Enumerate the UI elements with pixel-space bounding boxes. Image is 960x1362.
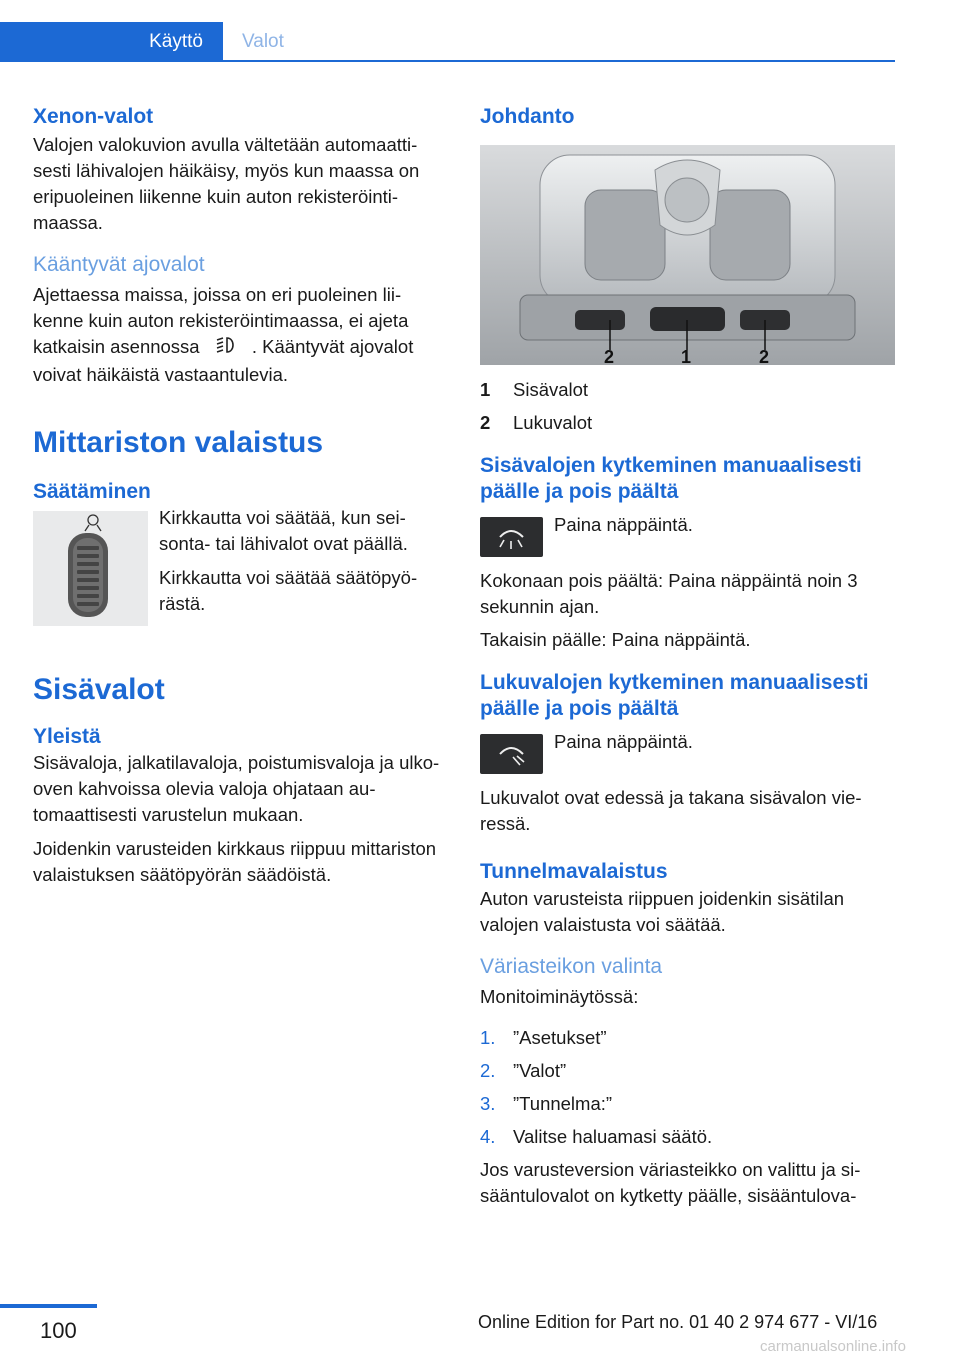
interior-light-button-icon — [480, 517, 543, 557]
caption-text: Lukuvalot — [513, 412, 593, 433]
header-tab-kaytto — [0, 22, 223, 62]
turning-lights-text-a: Ajettaessa maissa, joissa on eri puoleinen liikenne kuin auton rekisteröintimaassa, ei ajeta katkaisin asennossa — [33, 284, 409, 357]
step-text: ”Tunnelma:” — [513, 1093, 613, 1114]
ambient-text: Auton varusteista riippuen joidenkin sisätilan valojen valaistusta voi säätää. — [480, 888, 845, 935]
step-item — [480, 1025, 895, 1051]
step-number: 1. — [480, 1027, 496, 1048]
overhead-console-image — [480, 145, 895, 365]
adjust-paragraph-2: Kirkkautta voi säätää säätöpyörästä. — [159, 566, 418, 614]
caption-text: Sisävalot — [513, 379, 589, 400]
header-tab-valot — [223, 22, 284, 62]
page-number: 100 — [40, 1318, 77, 1343]
step-text: ”Asetukset” — [513, 1027, 607, 1048]
edition-text: Online Edition for Part no. 01 40 2 974 677 - VI/16 — [478, 1312, 878, 1332]
turning-lights-paragraph — [33, 282, 445, 388]
adjust-block — [33, 506, 448, 626]
ambient-heading: Tunnelmavalaistus — [480, 860, 668, 883]
callout-2-left: 2 — [604, 347, 615, 365]
callout-2-right: 2 — [759, 347, 770, 365]
adjusting-heading: Säätäminen — [33, 479, 151, 503]
left-column — [33, 100, 448, 888]
switch-off-text: Kokonaan pois päältä: Paina näppäintä noin 3 sekunnin ajan. — [480, 570, 858, 617]
headlight-switch-icon — [215, 335, 237, 362]
caption-number: 1 — [480, 379, 491, 400]
image-captions — [480, 377, 895, 436]
general-paragraph-2: Joidenkin varusteiden kirkkaus riippuu mittariston valaistuksen säätöpyörän säädöistä. — [33, 837, 437, 885]
caption-item — [480, 410, 895, 436]
steps-list — [480, 1025, 895, 1150]
caption-number: 2 — [480, 412, 491, 433]
header-tab-label: Valot — [242, 31, 284, 52]
step-number: 3. — [480, 1093, 496, 1114]
manual-interior-heading: Sisävalojen kytkeminen manuaalisesti päälle ja pois päältä — [480, 454, 862, 503]
adjust-paragraph-1: Kirkkautta voi säätää, kun seisonta- tai lähivalot ovat päällä. — [159, 506, 408, 554]
step-text: ”Valot” — [513, 1060, 567, 1081]
xenon-heading: Xenon-valot — [33, 105, 154, 128]
step-number: 4. — [480, 1126, 496, 1147]
final-paragraph: Jos varusteversion väriasteikko on valittu ja sisääntulovalot on kytketty päälle, sisääntulova- — [480, 1159, 861, 1206]
general-heading: Yleistä — [33, 724, 101, 748]
watermark: carmanualsonline.info — [760, 1338, 906, 1355]
press-button-text: Paina näppäintä. — [554, 514, 693, 535]
instrument-lighting-heading: Mittariston valaistus — [33, 425, 324, 459]
interior-lights-heading: Sisävalot — [33, 672, 165, 706]
right-column — [480, 100, 895, 1209]
step-text: Valitse haluamasi säätö. — [513, 1126, 713, 1147]
color-scheme-heading: Väriasteikon valinta — [480, 955, 663, 978]
step-item — [480, 1091, 895, 1117]
step-item — [480, 1058, 895, 1084]
reading-button-block — [480, 731, 895, 774]
turning-lights-heading: Kääntyvät ajovalot — [33, 253, 205, 276]
reading-lights-heading: Lukuvalojen kytkeminen manuaalisesti päälle ja pois päältä — [480, 671, 869, 720]
xenon-paragraph: Valojen valokuvion avulla vältetään automaattisesti lähivalojen häikäisy, myös kun maassa on eripuoleinen liikenne kuin auton rekisteröintimaassa. — [33, 134, 420, 233]
turning-lights-text-b: . Kääntyvät ajovalot voivat häikäistä vastaantulevia. — [33, 336, 414, 385]
caption-item — [480, 377, 895, 403]
general-paragraph-1: Sisävaloja, jalkatilavaloja, poistumisvaloja ja ulko-oven kahvoissa olevia valoja ohjataan automaattisesti varustelun mukaan. — [33, 751, 440, 825]
reading-lights-text: Lukuvalot ovat edessä ja takana sisävalon vieressä. — [480, 787, 862, 834]
dimmer-wheel-image — [33, 511, 148, 626]
press-button-text: Paina näppäintä. — [554, 731, 693, 752]
introduction-heading: Johdanto — [480, 105, 575, 128]
interior-button-block — [480, 514, 895, 557]
color-scheme-intro: Monitoiminäytössä: — [480, 986, 639, 1007]
footer-rule — [0, 1304, 97, 1308]
adjust-text — [159, 506, 448, 626]
reading-light-button-icon — [480, 734, 543, 774]
switch-on-text: Takaisin päälle: Paina näppäintä. — [480, 629, 751, 650]
callout-1: 1 — [681, 347, 692, 365]
header-tab-label: Käyttö — [149, 31, 203, 52]
step-item — [480, 1124, 895, 1150]
header-rule — [223, 60, 895, 62]
step-number: 2. — [480, 1060, 496, 1081]
